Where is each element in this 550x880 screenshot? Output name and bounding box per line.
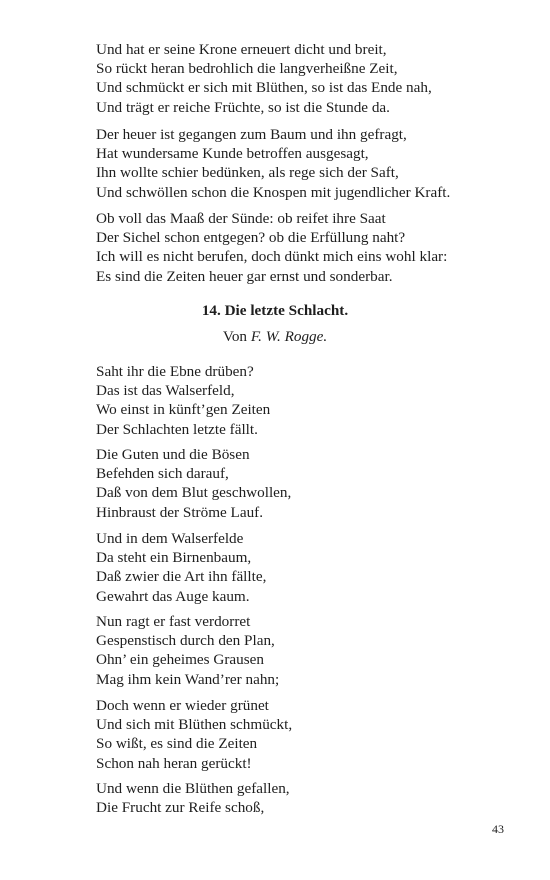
page-number: 43 [492, 822, 504, 836]
verse-line: Und sich mit Blüthen schmückt, [96, 716, 293, 734]
verse-line: Ohn’ ein geheimes Grausen [96, 651, 264, 669]
verse-line: Der Sichel schon entgegen? ob die Erfüllung naht? [96, 229, 406, 247]
verse-line: Daß zwier die Art ihn fällte, [96, 568, 267, 586]
stanza-top-1 [96, 40, 496, 117]
verse-line: Und in dem Walserfelde [96, 530, 244, 547]
stanza-2 [96, 445, 496, 522]
poem-author: F. W. Rogge. [250, 328, 328, 345]
stanza-3 [96, 529, 496, 606]
verse-line: Saht ihr die Ebne drüben? [96, 363, 254, 380]
verse-line: Schon nah heran gerückt! [96, 754, 252, 772]
verse-line: Die Frucht zur Reife schoß, [96, 799, 265, 817]
stanza-5 [96, 696, 496, 773]
verse-line: So wißt, es sind die Zeiten [96, 735, 258, 753]
verse-line: Das ist das Walserfeld, [96, 382, 235, 400]
verse-line: Wo einst in künft’gen Zeiten [96, 401, 271, 419]
verse-line: Und trägt er reiche Früchte, so ist die Stunde da. [96, 98, 390, 116]
verse-line: Es sind die Zeiten heuer gar ernst und sonderbar. [96, 267, 393, 285]
verse-line: Daß von dem Blut geschwollen, [96, 484, 292, 502]
verse-line: Die Guten und die Bösen [96, 446, 250, 463]
verse-line: Und wenn die Blüthen gefallen, [96, 780, 290, 797]
verse-line: Und schwöllen schon die Knospen mit jugendlicher Kraft. [96, 183, 451, 201]
verse-line: Und schmückt er sich mit Blüthen, so ist das Ende nah, [96, 79, 432, 97]
stanza-1 [96, 362, 496, 439]
stanza-top-3 [96, 209, 496, 286]
verse-line: Da steht ein Birnenbaum, [96, 549, 252, 567]
poem-byline [0, 327, 550, 346]
verse-line: Mag ihm kein Wand’rer nahn; [96, 670, 280, 688]
verse-line: Der Schlachten letzte fällt. [96, 420, 258, 438]
verse-line: Der heuer ist gegangen zum Baum und ihn gefragt, [96, 126, 407, 143]
stanza-top-2 [96, 125, 496, 202]
verse-line: Hat wundersame Kunde betroffen ausgesagt, [96, 145, 369, 163]
verse-line: So rückt heran bedrohlich die langverheißne Zeit, [96, 60, 398, 78]
stanza-6 [96, 779, 496, 817]
verse-line: Ihn wollte schier bedünken, als rege sich der Saft, [96, 164, 399, 182]
verse-line: Und hat er seine Krone erneuert dicht und breit, [96, 41, 387, 58]
verse-line: Gewahrt das Auge kaum. [96, 587, 250, 605]
verse-line: Doch wenn er wieder grünet [96, 697, 269, 714]
verse-line: Hinbraust der Ströme Lauf. [96, 503, 264, 521]
verse-line: Ob voll das Maaß der Sünde: ob reifet ihre Saat [96, 210, 386, 227]
poem-title: 14. Die letzte Schlacht. [201, 302, 349, 319]
verse-line: Gespenstisch durch den Plan, [96, 632, 275, 650]
stanza-4 [96, 612, 496, 689]
verse-line: Befehden sich darauf, [96, 465, 229, 483]
verse-line: Nun ragt er fast verdorret [96, 613, 251, 630]
verse-line: Ich will es nicht berufen, doch dünkt mich eins wohl klar: [96, 248, 448, 266]
byline-prefix: Von [222, 328, 251, 345]
